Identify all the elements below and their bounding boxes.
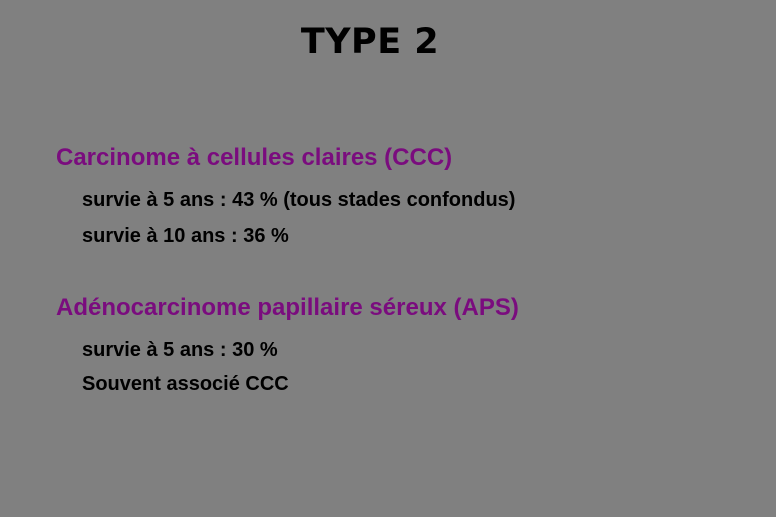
section-heading-ccc: Carcinome à cellules claires (CCC)	[56, 144, 453, 171]
list-item: Souvent associé CCC	[82, 373, 289, 395]
list-item: survie à 5 ans : 30 %	[82, 339, 278, 361]
slide-title: TYPE 2	[300, 22, 440, 62]
section-heading-aps: Adénocarcinome papillaire séreux (APS)	[56, 294, 519, 321]
list-item: survie à 5 ans : 43 % (tous stades confondus)	[82, 189, 516, 211]
list-item: survie à 10 ans : 36 %	[82, 225, 289, 247]
